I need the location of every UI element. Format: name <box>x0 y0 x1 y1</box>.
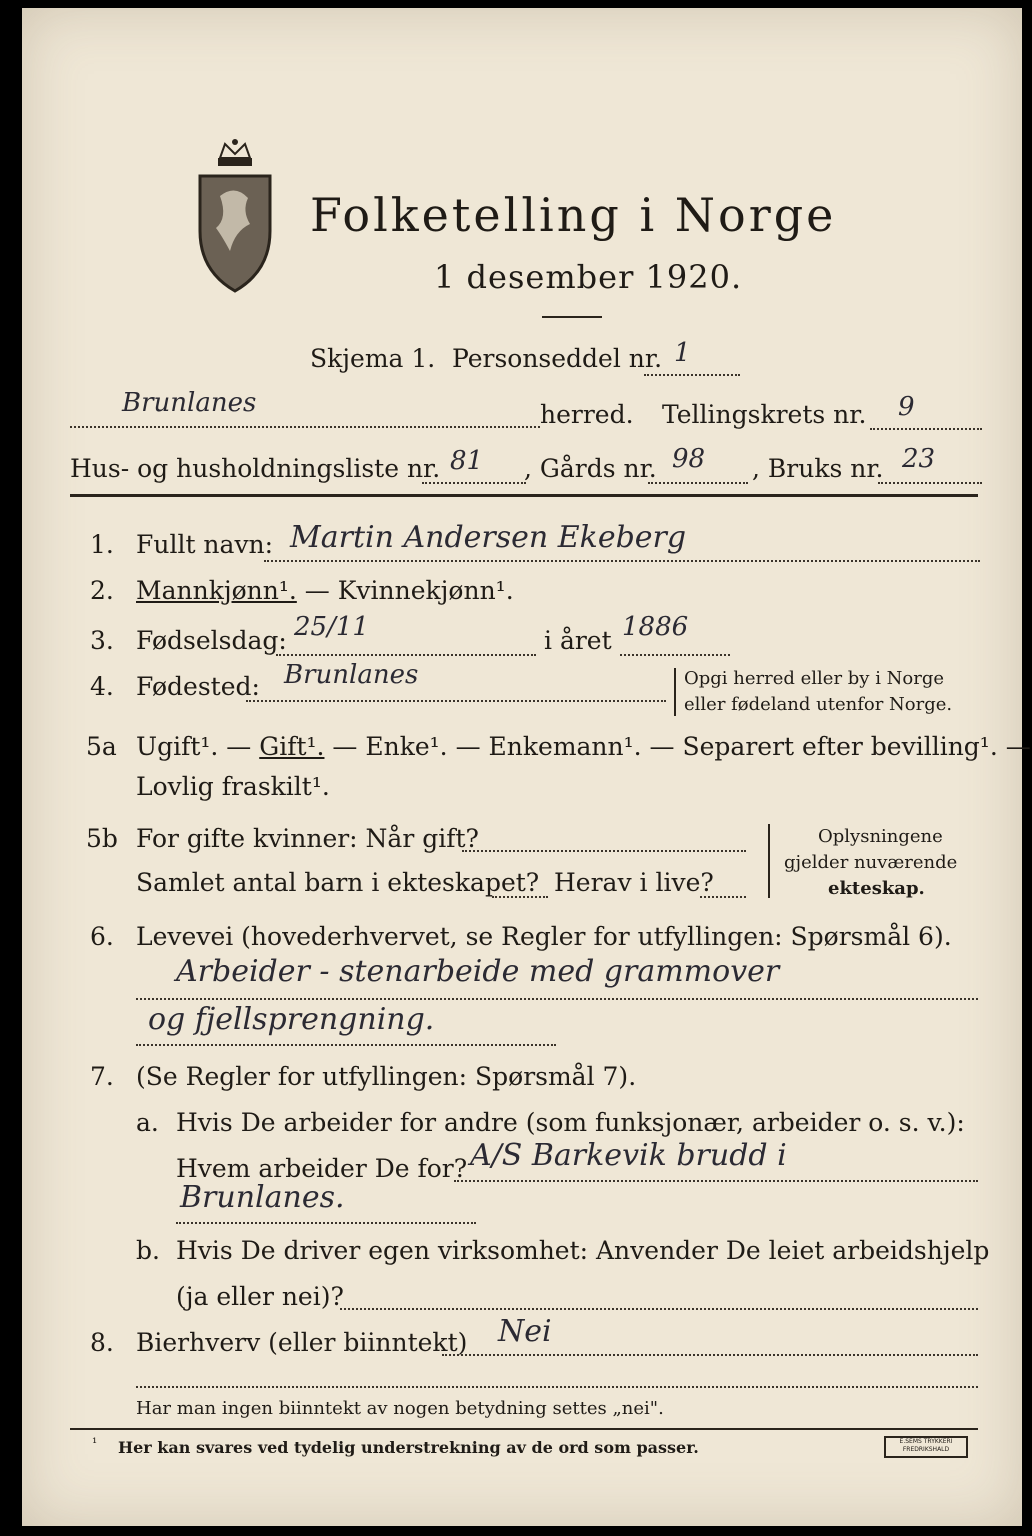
q7b-line <box>340 1308 978 1310</box>
q2-number: 2. <box>90 576 114 605</box>
q5a-line2: Lovlig fraskilt¹. <box>136 772 330 801</box>
q4-brace <box>674 668 676 716</box>
q6-line-2 <box>136 1044 556 1046</box>
q1-number: 1. <box>90 530 114 559</box>
personseddel-label: Personseddel nr. <box>452 344 663 373</box>
q4-note-2: eller fødeland utenfor Norge. <box>684 694 953 715</box>
bruks-line <box>878 482 982 484</box>
hus-value: 81 <box>450 446 484 476</box>
skjema-label: Skjema 1. <box>310 344 436 373</box>
q2-female-option: — Kvinnekjønn¹. <box>296 576 514 605</box>
q1-label: Fullt navn: <box>136 530 274 559</box>
q3-year-label: i året <box>544 626 612 655</box>
q5a-other-options: — Enke¹. — Enkemann¹. — Separert efter bevilling¹. — <box>324 732 1031 761</box>
nei-note: Har man ingen biinntekt av nogen betydning settes „nei". <box>136 1398 664 1419</box>
q5b-children-label: Samlet antal barn i ekteskapet? <box>136 868 540 897</box>
q2-male-option: Mannkjønn¹. <box>136 576 297 605</box>
gards-label: , Gårds nr. <box>524 454 657 483</box>
bruks-label: , Bruks nr. <box>752 454 884 483</box>
tellingskrets-line <box>870 428 982 430</box>
q7a-letter: a. <box>136 1108 159 1137</box>
q5b-number: 5b <box>86 824 118 853</box>
q5a-number: 5a <box>86 732 117 761</box>
tellingskrets-label: Tellingskrets nr. <box>662 400 867 429</box>
q5a-gift-option: Gift¹. <box>259 732 325 761</box>
q2-options <box>136 576 514 605</box>
q3-line <box>276 654 536 656</box>
bruks-value: 23 <box>902 444 936 474</box>
q6-number: 6. <box>90 922 114 951</box>
q4-value: Brunlanes <box>284 660 419 690</box>
q6-label: Levevei (hovederhvervet, se Regler for utfyllingen: Spørsmål 6). <box>136 922 952 951</box>
q7-number: 7. <box>90 1062 114 1091</box>
q5a-options <box>136 732 1031 761</box>
census-form <box>22 8 1031 1526</box>
form-title: Folketelling i Norge <box>310 188 837 242</box>
q8-line <box>442 1354 978 1356</box>
footnote: Her kan svares ved tydelig understrekning av de ord som passer. <box>118 1438 699 1457</box>
q4-line <box>246 700 666 702</box>
q6-value-1: Arbeider - stenarbeide med grammover <box>176 954 780 989</box>
q3-year-value: 1886 <box>622 612 689 642</box>
q3-value: 25/11 <box>294 612 369 642</box>
q7b-letter: b. <box>136 1236 160 1265</box>
q7b-label: Hvis De driver egen virksomhet: Anvender De leiet arbeidshjelp <box>176 1236 990 1265</box>
q7b-line2: (ja eller nei)? <box>176 1282 344 1311</box>
q5b-note-2: gjelder nuværende <box>784 852 958 873</box>
gards-line <box>648 482 748 484</box>
q5a-ugift-option: Ugift¹. — <box>136 732 260 761</box>
q7a-line-2 <box>176 1222 476 1224</box>
q7-label: (Se Regler for utfyllingen: Spørsmål 7). <box>136 1062 637 1091</box>
q3-number: 3. <box>90 626 114 655</box>
q4-number: 4. <box>90 672 114 701</box>
gards-value: 98 <box>672 444 706 474</box>
q5b-note-1: Oplysningene <box>818 826 943 847</box>
q5b-label: For gifte kvinner: Når gift? <box>136 824 479 853</box>
q8-label: Bierhverv (eller biinntekt) <box>136 1328 468 1357</box>
q3-year-line <box>620 654 730 656</box>
q1-line <box>264 560 980 562</box>
q5b-note-3: ekteskap. <box>828 878 925 899</box>
printer-stamp: E.SEMS TRYKKERI FREDRIKSHALD <box>884 1436 968 1458</box>
q7a-label: Hvis De arbeider for andre (som funksjonær, arbeider o. s. v.): <box>176 1108 965 1137</box>
q5b-children-line <box>492 896 548 898</box>
footer-divider <box>70 1428 978 1430</box>
q8-line-2 <box>136 1386 978 1388</box>
q6-value-2: og fjellsprengning. <box>148 1002 435 1037</box>
q4-label: Fødested: <box>136 672 260 701</box>
q4-note-1: Opgi herred eller by i Norge <box>684 668 945 689</box>
census-date: 1 desember 1920. <box>434 258 743 296</box>
q5b-line-1 <box>462 850 746 852</box>
tellingskrets-value: 9 <box>898 392 915 422</box>
herred-label: herred. <box>540 400 634 429</box>
q8-number: 8. <box>90 1328 114 1357</box>
title-divider <box>542 316 602 318</box>
q7a-line-1 <box>454 1180 978 1182</box>
q8-value: Nei <box>498 1314 552 1349</box>
q6-line-1 <box>136 998 978 1000</box>
herred-value: Brunlanes <box>122 388 257 418</box>
footnote-mark: ¹ <box>92 1436 98 1451</box>
personseddel-line <box>644 374 740 376</box>
q5b-brace <box>768 824 770 898</box>
section-divider <box>70 494 978 497</box>
q1-value: Martin Andersen Ekeberg <box>290 520 687 555</box>
hus-line <box>422 482 526 484</box>
hus-label: Hus- og husholdningsliste nr. <box>70 454 441 483</box>
herred-line <box>70 426 540 428</box>
personseddel-value: 1 <box>674 338 691 368</box>
coat-of-arms-icon <box>190 136 280 296</box>
q5b-alive-label: Herav i live? <box>554 868 714 897</box>
q3-label: Fødselsdag: <box>136 626 287 655</box>
q7a-line2: Hvem arbeider De for? <box>176 1154 468 1183</box>
q7a-value-2: Brunlanes. <box>180 1180 345 1215</box>
q7a-value-1: A/S Barkevik brudd i <box>470 1138 787 1173</box>
q5b-alive-line <box>700 896 746 898</box>
